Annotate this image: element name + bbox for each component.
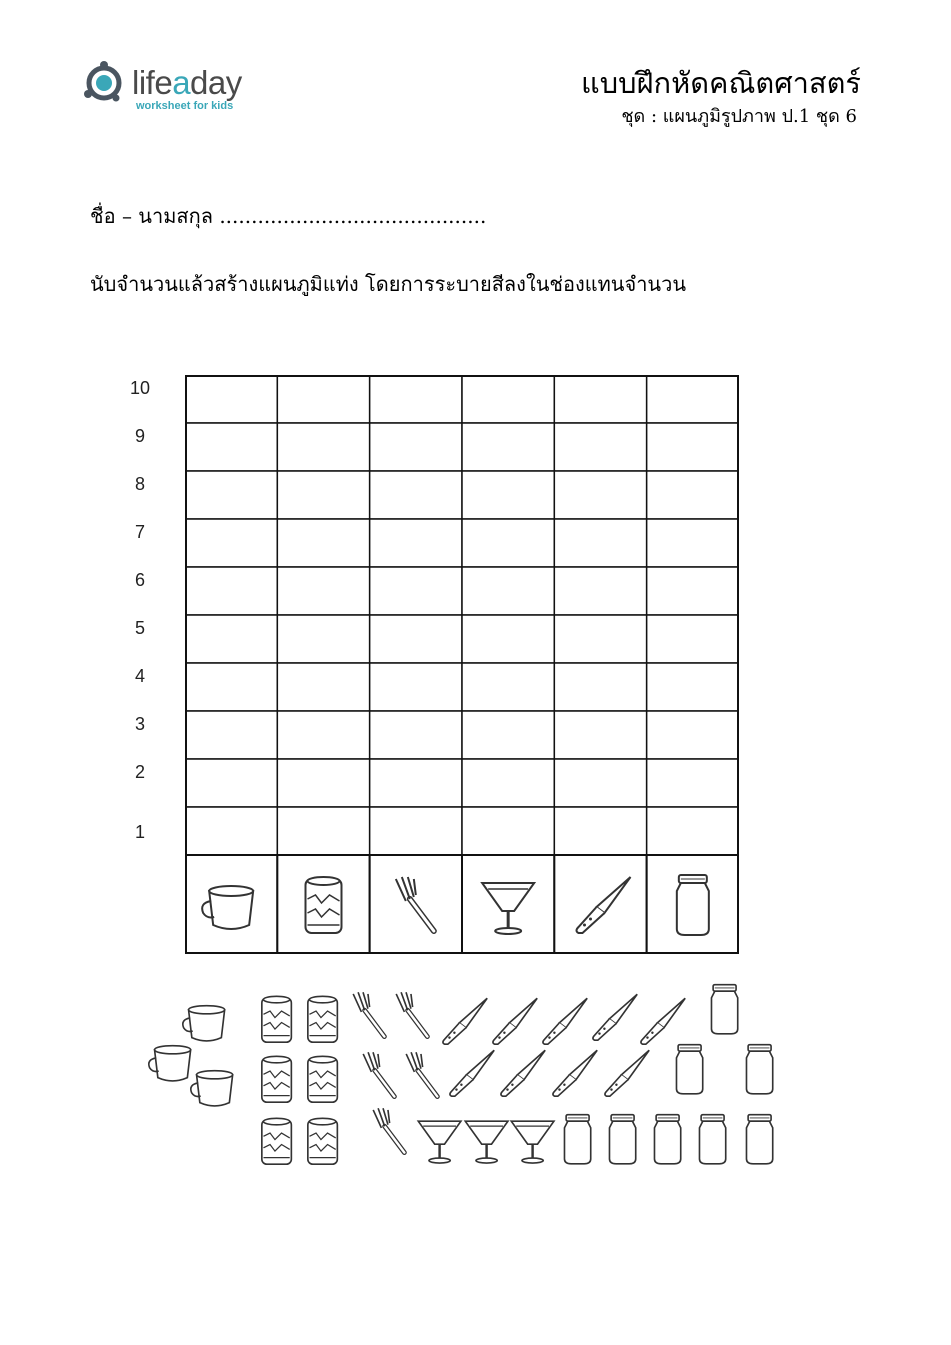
jar-icon [699, 1115, 725, 1164]
grid-cell[interactable] [554, 423, 646, 471]
grid-cell[interactable] [647, 759, 739, 807]
grid-cell[interactable] [554, 519, 646, 567]
grid-cell[interactable] [277, 615, 369, 663]
grid-cell[interactable] [370, 471, 462, 519]
grid-cell[interactable] [647, 423, 739, 471]
jar-icon [746, 1045, 772, 1094]
grid-cell[interactable] [370, 567, 462, 615]
fork-icon [373, 1108, 404, 1152]
grid-cell[interactable] [277, 375, 369, 423]
grid-cell[interactable] [554, 567, 646, 615]
soda-can-icon [306, 877, 342, 933]
grid-cell[interactable] [185, 567, 277, 615]
grid-cell[interactable] [554, 615, 646, 663]
cocktail-glass-icon [418, 1121, 461, 1163]
grid-cell[interactable] [462, 471, 554, 519]
grid-cell[interactable] [462, 567, 554, 615]
page-title: แบบฝึกหัดคณิตศาสตร์ [581, 66, 861, 100]
grid-cell[interactable] [647, 519, 739, 567]
knife-icon [641, 998, 685, 1044]
grid-cell[interactable] [185, 759, 277, 807]
brand-name: lifeaday [132, 64, 242, 101]
knife-icon [450, 1050, 494, 1096]
jar-icon [609, 1115, 635, 1164]
grid-cell[interactable] [185, 519, 277, 567]
grid-cell[interactable] [277, 759, 369, 807]
grid-cell[interactable] [554, 711, 646, 759]
grid-cell[interactable] [554, 759, 646, 807]
y-tick-label: 8 [134, 474, 145, 494]
y-tick-label: 9 [134, 426, 145, 446]
cocktail-glass-icon [511, 1121, 554, 1163]
cup-icon [191, 1071, 233, 1106]
soda-can-icon [262, 1118, 292, 1164]
grid-cell[interactable] [647, 807, 739, 855]
grid-cell[interactable] [277, 663, 369, 711]
y-tick-label: 6 [134, 570, 145, 590]
grid-cell[interactable] [277, 471, 369, 519]
cup-icon [183, 1006, 225, 1041]
fork-icon [406, 1052, 437, 1096]
y-tick-label: 2 [134, 762, 145, 782]
y-tick-label: 5 [134, 618, 145, 638]
grid-cell[interactable] [277, 423, 369, 471]
knife-icon [593, 994, 637, 1040]
grid-cell[interactable] [370, 807, 462, 855]
grid-cell[interactable] [185, 807, 277, 855]
grid-cell[interactable] [462, 519, 554, 567]
fork-icon [363, 1052, 394, 1096]
knife-icon [501, 1050, 545, 1096]
grid-cell[interactable] [647, 615, 739, 663]
grid-cell[interactable] [370, 423, 462, 471]
grid-cell[interactable] [370, 519, 462, 567]
grid-cell[interactable] [185, 471, 277, 519]
grid-cell[interactable] [185, 615, 277, 663]
name-field-label: ชื่อ – นามสกุล .......................................... [90, 204, 487, 228]
fork-icon [396, 992, 427, 1036]
grid-cell[interactable] [554, 663, 646, 711]
grid-cell[interactable] [277, 567, 369, 615]
grid-cell[interactable] [554, 375, 646, 423]
y-tick-label: 7 [134, 522, 145, 542]
soda-can-icon [308, 1118, 338, 1164]
grid-cell[interactable] [462, 711, 554, 759]
soda-can-icon [308, 996, 338, 1042]
knife-icon [443, 998, 487, 1044]
soda-can-icon [308, 1056, 338, 1102]
soda-can-icon [262, 1056, 292, 1102]
grid-cell[interactable] [647, 375, 739, 423]
cocktail-glass-icon [465, 1121, 508, 1163]
brand-tagline: worksheet for kids [136, 100, 234, 112]
y-tick-label: 10 [129, 378, 151, 398]
y-tick-label: 1 [134, 822, 145, 842]
knife-icon [543, 998, 587, 1044]
jar-icon [676, 1045, 702, 1094]
grid-cell[interactable] [554, 471, 646, 519]
grid-cell[interactable] [370, 375, 462, 423]
grid-cell[interactable] [277, 807, 369, 855]
cup-icon [149, 1046, 191, 1081]
jar-icon [564, 1115, 590, 1164]
grid-cell[interactable] [462, 375, 554, 423]
grid-cell[interactable] [647, 567, 739, 615]
grid-cell[interactable] [462, 807, 554, 855]
instruction-text: นับจำนวนแล้วสร้างแผนภูมิแท่ง โดยการระบายสีลงในช่องแทนจำนวน [90, 272, 687, 296]
jar-icon [746, 1115, 772, 1164]
jar-icon [711, 985, 737, 1034]
grid-cell[interactable] [185, 663, 277, 711]
grid-cell[interactable] [462, 663, 554, 711]
grid-cell[interactable] [370, 615, 462, 663]
grid-cell[interactable] [647, 711, 739, 759]
grid-cell[interactable] [185, 375, 277, 423]
knife-icon [553, 1050, 597, 1096]
bar-chart-grid[interactable] [185, 375, 739, 954]
fork-icon [353, 992, 384, 1036]
y-tick-label: 3 [134, 714, 145, 734]
grid-cell[interactable] [277, 711, 369, 759]
knife-icon [605, 1050, 649, 1096]
knife-icon [493, 998, 537, 1044]
jar-icon [677, 875, 709, 935]
page-subtitle: ชุด : แผนภูมิรูปภาพ ป.1 ชุด 6 [621, 106, 857, 127]
items-to-count [140, 975, 790, 1175]
grid-cell[interactable] [462, 759, 554, 807]
soda-can-icon [262, 996, 292, 1042]
grid-cell[interactable] [647, 471, 739, 519]
grid-cell[interactable] [462, 615, 554, 663]
grid-cell[interactable] [462, 423, 554, 471]
grid-cell[interactable] [370, 711, 462, 759]
grid-cell[interactable] [370, 759, 462, 807]
grid-cell[interactable] [647, 663, 739, 711]
y-tick-label: 4 [134, 666, 145, 686]
grid-cell[interactable] [185, 711, 277, 759]
grid-cell[interactable] [370, 663, 462, 711]
jar-icon [654, 1115, 680, 1164]
grid-cell[interactable] [277, 519, 369, 567]
grid-cell[interactable] [185, 423, 277, 471]
grid-cell[interactable] [554, 807, 646, 855]
